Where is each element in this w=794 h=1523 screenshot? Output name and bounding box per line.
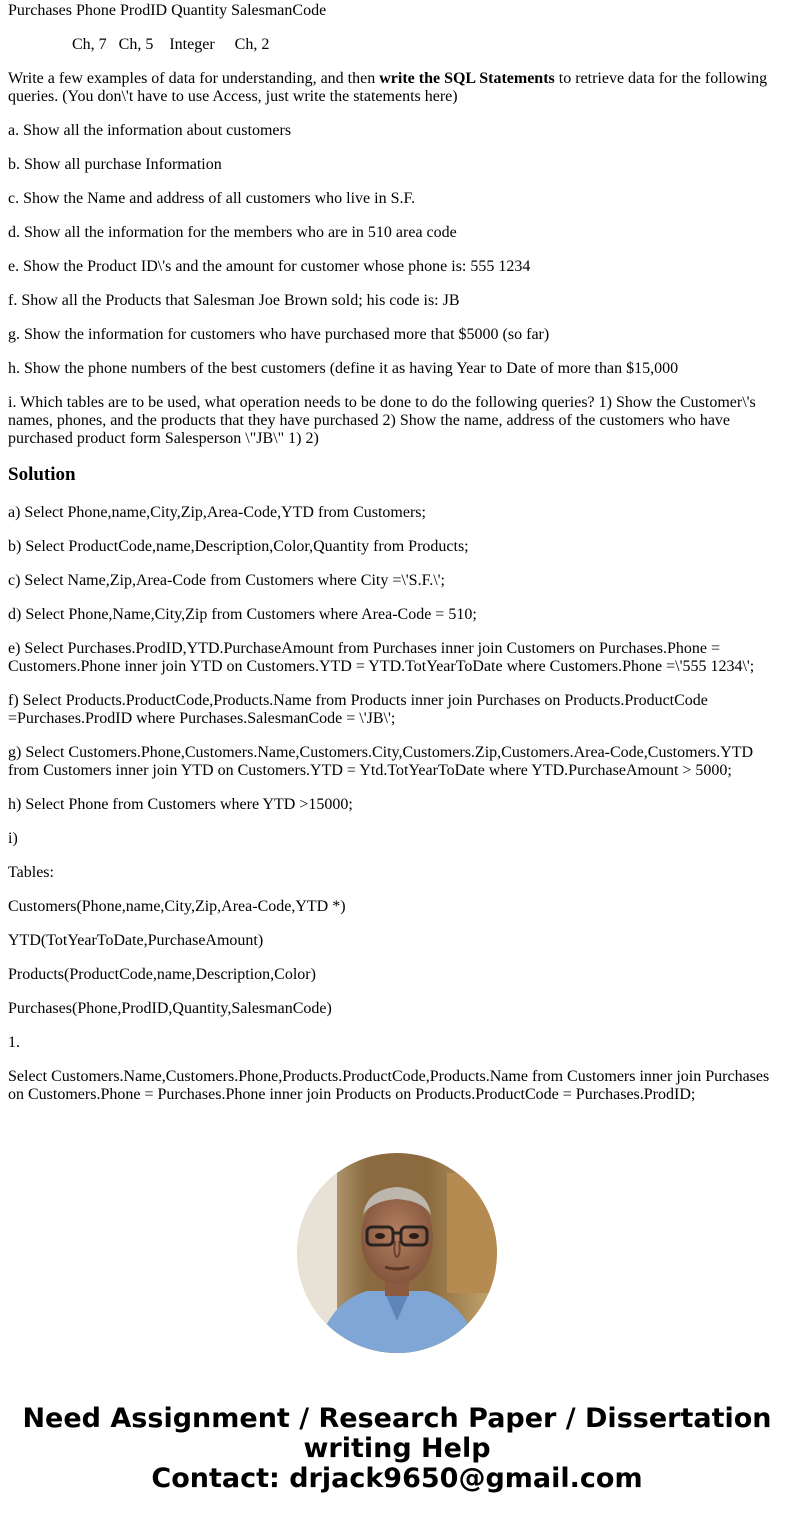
question-f: f. Show all the Products that Salesman Joe Brown sold; his code is: JB	[8, 292, 460, 309]
table-purchases: Purchases(Phone,ProdID,Quantity,SalesmanCode)	[8, 1000, 332, 1017]
question-a: a. Show all the information about customers	[8, 122, 292, 139]
question-h: h. Show the phone numbers of the best customers (define it as having Year to Date of more than $15,000	[8, 360, 679, 377]
question-b: b. Show all purchase Information	[8, 156, 222, 173]
solution-heading: Solution	[8, 464, 76, 485]
intro-prefix: Write a few examples of data for understanding, and then	[8, 70, 380, 87]
intro-bold: write the SQL Statements	[379, 70, 555, 87]
column-types-line	[8, 36, 780, 54]
avatar-portrait	[297, 1153, 497, 1353]
table-columns-line: Purchases Phone ProdID Quantity SalesmanCode	[8, 2, 327, 19]
answer-c: c) Select Name,Zip,Area-Code from Customers where City =\'S.F.\';	[8, 572, 445, 589]
answer-e: e) Select Purchases.ProdID,YTD.PurchaseAmount from Purchases inner join Customers on Purchases.Phone = Customers.Phone inner join YTD on Customers.YTD = YTD.TotYearToDate where Customers.Phone =\'555 1234\';	[8, 640, 755, 675]
answer-d: d) Select Phone,Name,City,Zip from Customers where Area-Code = 510;	[8, 606, 477, 623]
document-body	[8, 0, 780, 1120]
answer-g: g) Select Customers.Phone,Customers.Name,Customers.City,Customers.Zip,Customers.Area-Code,Customers.YTD from Customers inner join YTD on Customers.YTD = Ytd.TotYearToDate where YTD.PurchaseAmount > 5000;	[8, 744, 754, 779]
answer-f: f) Select Products.ProductCode,Products.Name from Products inner join Purchases on Products.ProductCode =Purchases.ProdID where Purchases.SalesmanCode = \'JB\';	[8, 692, 708, 727]
tables-label: Tables:	[8, 864, 54, 881]
answer-i: i)	[8, 830, 18, 847]
answer-b: b) Select ProductCode,name,Description,Color,Quantity from Products;	[8, 538, 469, 555]
promo-footer	[0, 1404, 794, 1494]
answer-a: a) Select Phone,name,City,Zip,Area-Code,YTD from Customers;	[8, 504, 426, 521]
author-avatar	[297, 1153, 497, 1353]
question-c: c. Show the Name and address of all customers who live in S.F.	[8, 190, 416, 207]
promo-contact: Contact: drjack9650@gmail.com	[151, 1463, 643, 1494]
answer-h: h) Select Phone from Customers where YTD >15000;	[8, 796, 353, 813]
question-g: g. Show the information for customers who have purchased more that $5000 (so far)	[8, 326, 550, 343]
intro-suffix: to retrieve data for the following queries. (You don\'t have to use Access, just write the statements here)	[8, 70, 768, 105]
promo-line-2: writing Help	[303, 1433, 491, 1464]
query-1-statement: Select Customers.Name,Customers.Phone,Products.ProductCode,Products.Name from Customers inner join Purchases on Customers.Phone = Purchases.Phone inner join Products on Products.ProductCode = Purchases.ProdID;	[8, 1068, 770, 1103]
question-e: e. Show the Product ID\'s and the amount for customer whose phone is: 555 1234	[8, 258, 531, 275]
question-i: i. Which tables are to be used, what operation needs to be done to do the following queries? 1) Show the Customer\'s names, phones, and the products that they have purchased 2) Show the name, address of the customers who have purchased product form Salesperson \"JB\" 1) 2)	[8, 394, 756, 447]
promo-line-1: Need Assignment / Research Paper / Dissertation	[22, 1403, 772, 1434]
question-d: d. Show all the information for the members who are in 510 area code	[8, 224, 457, 241]
table-products: Products(ProductCode,name,Description,Color)	[8, 966, 316, 983]
intro-paragraph	[8, 70, 780, 106]
query-number-1: 1.	[8, 1034, 20, 1051]
table-customers: Customers(Phone,name,City,Zip,Area-Code,YTD *)	[8, 898, 346, 915]
table-ytd: YTD(TotYearToDate,PurchaseAmount)	[8, 932, 264, 949]
column-types: Ch, 7 Ch, 5 Integer Ch, 2	[72, 36, 270, 53]
